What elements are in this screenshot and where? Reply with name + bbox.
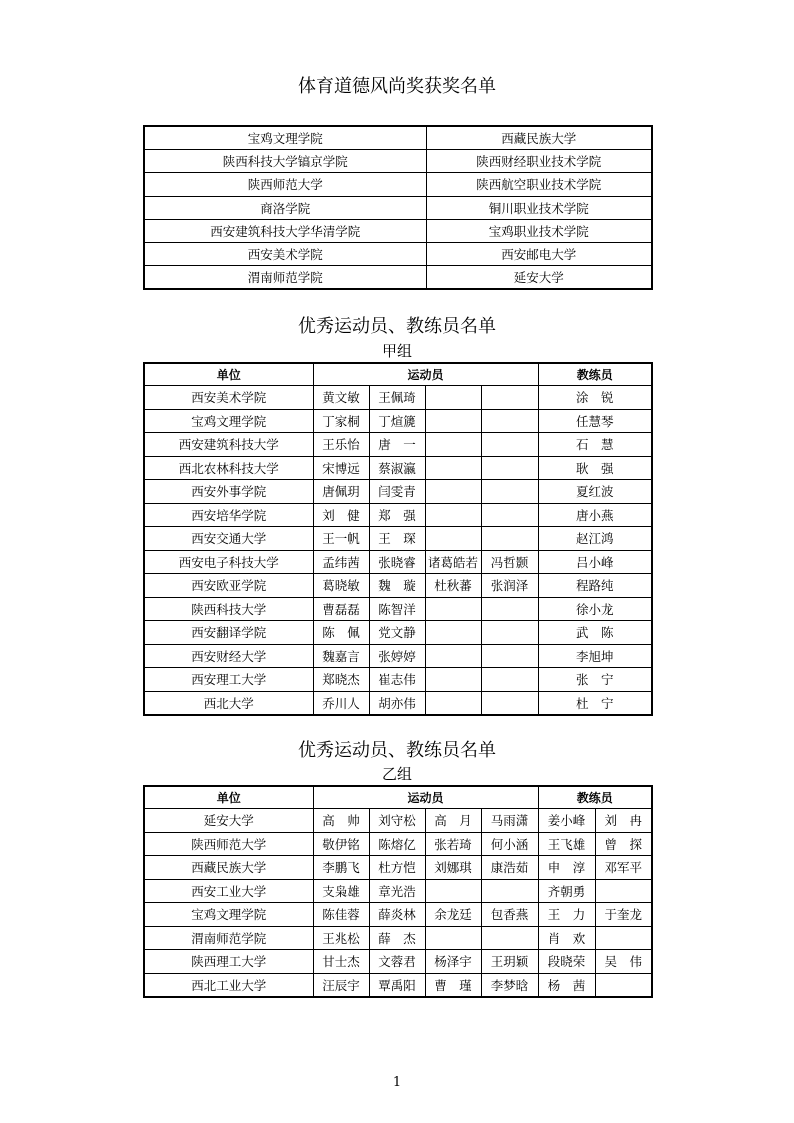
name-cell [425,456,481,480]
name-cell: 蔡淑瀛 [369,456,425,480]
name-cell: 石 慧 [538,433,652,457]
name-cell [481,456,538,480]
name-cell: 余龙廷 [425,903,481,927]
unit-cell: 商洛学院 [144,196,426,219]
table-row [144,832,652,856]
name-cell: 乔川人 [313,691,369,715]
name-cell: 张晓睿 [369,550,425,574]
name-cell: 刘 健 [313,503,369,527]
name-cell: 申 淳 [538,856,595,880]
unit-cell: 西安财经大学 [144,644,313,668]
name-cell: 康浩茹 [481,856,538,880]
name-cell: 冯哲颢 [481,550,538,574]
name-cell [595,973,652,997]
name-cell: 汪辰宇 [313,973,369,997]
header-athletes: 运动员 [313,786,538,809]
unit-cell: 陕西科技大学镐京学院 [144,150,426,173]
name-cell [425,597,481,621]
unit-cell: 渭南师范学院 [144,266,426,290]
name-cell: 王佩琦 [369,386,425,410]
unit-cell: 延安大学 [144,809,313,833]
unit-cell: 西藏民族大学 [144,856,313,880]
name-cell [481,527,538,551]
table-row [144,973,652,997]
table-row [144,386,652,410]
table-row [144,879,652,903]
name-cell: 宋博远 [313,456,369,480]
name-cell [481,386,538,410]
name-cell: 敬伊铭 [313,832,369,856]
name-cell: 宝鸡职业技术学院 [426,219,652,242]
table-row [144,691,652,715]
unit-cell: 陕西师范大学 [144,832,313,856]
name-cell: 刘 冉 [595,809,652,833]
name-cell [425,527,481,551]
name-cell [595,926,652,950]
unit-cell: 西北大学 [144,691,313,715]
name-cell: 铜川职业技术学院 [426,196,652,219]
name-cell: 王 力 [538,903,595,927]
group-a-label: 甲组 [381,342,412,360]
name-cell: 王乐怡 [313,433,369,457]
name-cell: 包香燕 [481,903,538,927]
name-cell: 杜秋蕃 [425,574,481,598]
name-cell: 魏嘉言 [313,644,369,668]
unit-cell: 西安翻译学院 [144,621,313,645]
name-cell: 吕小峰 [538,550,652,574]
name-cell: 唐佩玥 [313,480,369,504]
name-cell: 李旭坤 [538,644,652,668]
name-cell: 武 陈 [538,621,652,645]
name-cell [425,879,481,903]
name-cell: 支枭雄 [313,879,369,903]
name-cell: 党文静 [369,621,425,645]
name-cell: 孟纬茜 [313,550,369,574]
header-athletes: 运动员 [313,363,538,386]
name-cell: 陈 佩 [313,621,369,645]
group-b-title: 优秀运动员、教练员名单 [298,740,496,761]
name-cell: 李梦晗 [481,973,538,997]
name-cell [481,879,538,903]
name-cell: 杨泽宇 [425,950,481,974]
name-cell: 张婷婷 [369,644,425,668]
name-cell: 崔志伟 [369,668,425,692]
name-cell [595,879,652,903]
name-cell [425,644,481,668]
unit-cell: 陕西师范大学 [144,173,426,196]
name-cell: 唐小燕 [538,503,652,527]
name-cell: 葛晓敏 [313,574,369,598]
name-cell: 诸葛皓若 [425,550,481,574]
unit-cell: 西安美术学院 [144,242,426,265]
name-cell: 胡亦伟 [369,691,425,715]
header-unit: 单位 [144,363,313,386]
group-b-table [143,785,653,998]
group-a-table [143,362,653,716]
name-cell [425,386,481,410]
name-cell: 薛炎林 [369,903,425,927]
name-cell: 何小涵 [481,832,538,856]
table-row [144,550,652,574]
name-cell: 高 帅 [313,809,369,833]
header-coaches: 教练员 [538,786,652,809]
name-cell: 李鹏飞 [313,856,369,880]
name-cell [481,621,538,645]
table-row [144,456,652,480]
unit-cell: 宝鸡文理学院 [144,409,313,433]
name-cell: 张若琦 [425,832,481,856]
table-row [144,150,652,173]
name-cell: 黄文敏 [313,386,369,410]
unit-cell: 西安培华学院 [144,503,313,527]
unit-cell: 西北工业大学 [144,973,313,997]
table-row [144,527,652,551]
name-cell: 西安邮电大学 [426,242,652,265]
name-cell: 陈熔亿 [369,832,425,856]
unit-cell: 西安工业大学 [144,879,313,903]
table-row [144,409,652,433]
sportsmanship-award-table [143,125,653,290]
name-cell [425,480,481,504]
table-row [144,173,652,196]
name-cell: 曹 瑾 [425,973,481,997]
name-cell [425,668,481,692]
header-unit: 单位 [144,786,313,809]
unit-cell: 陕西理工大学 [144,950,313,974]
name-cell: 张润泽 [481,574,538,598]
name-cell: 王一帆 [313,527,369,551]
name-cell [481,433,538,457]
unit-cell: 西安建筑科技大学华清学院 [144,219,426,242]
name-cell: 王 琛 [369,527,425,551]
name-cell: 曹磊磊 [313,597,369,621]
name-cell: 徐小龙 [538,597,652,621]
name-cell: 刘守松 [369,809,425,833]
name-cell: 段晓荣 [538,950,595,974]
name-cell [425,409,481,433]
name-cell: 文蓉君 [369,950,425,974]
table-row [144,219,652,242]
table-row [144,903,652,927]
name-cell: 魏 璇 [369,574,425,598]
name-cell: 夏红波 [538,480,652,504]
name-cell: 高 月 [425,809,481,833]
name-cell [481,597,538,621]
name-cell: 邓军平 [595,856,652,880]
unit-cell: 西安建筑科技大学 [144,433,313,457]
unit-cell: 西安美术学院 [144,386,313,410]
name-cell: 郑晓杰 [313,668,369,692]
name-cell: 于奎龙 [595,903,652,927]
name-cell [481,668,538,692]
name-cell: 吴 伟 [595,950,652,974]
name-cell [481,409,538,433]
name-cell [481,926,538,950]
unit-cell: 陕西科技大学 [144,597,313,621]
name-cell: 陈佳蓉 [313,903,369,927]
name-cell: 程路纯 [538,574,652,598]
table-row [144,809,652,833]
name-cell: 杜方恺 [369,856,425,880]
name-cell: 王兆松 [313,926,369,950]
name-cell: 丁煊篪 [369,409,425,433]
award-title: 体育道德风尚奖获奖名单 [298,76,496,97]
name-cell [425,503,481,527]
table-row [144,480,652,504]
table-row [144,950,652,974]
table-row [144,926,652,950]
name-cell: 王飞雄 [538,832,595,856]
name-cell: 闫雯青 [369,480,425,504]
name-cell: 齐朝勇 [538,879,595,903]
name-cell: 耿 强 [538,456,652,480]
table-row [144,574,652,598]
table-row [144,242,652,265]
name-cell [425,621,481,645]
name-cell [425,926,481,950]
name-cell: 赵江鸿 [538,527,652,551]
table-row [144,126,652,150]
unit-cell: 西安电子科技大学 [144,550,313,574]
name-cell [425,691,481,715]
name-cell: 姜小峰 [538,809,595,833]
name-cell: 杨 茜 [538,973,595,997]
page-number: 1 [392,1075,402,1090]
name-cell [481,480,538,504]
name-cell: 章光浩 [369,879,425,903]
name-cell [425,433,481,457]
group-a-title: 优秀运动员、教练员名单 [298,316,496,337]
name-cell: 丁家桐 [313,409,369,433]
table-row [144,597,652,621]
name-cell: 陕西航空职业技术学院 [426,173,652,196]
unit-cell: 西安理工大学 [144,668,313,692]
table-row [144,856,652,880]
unit-cell: 西北农林科技大学 [144,456,313,480]
table-row [144,266,652,290]
name-cell: 甘士杰 [313,950,369,974]
unit-cell: 渭南师范学院 [144,926,313,950]
table-row [144,196,652,219]
header-coaches: 教练员 [538,363,652,386]
name-cell: 延安大学 [426,266,652,290]
name-cell: 陕西财经职业技术学院 [426,150,652,173]
name-cell: 曾 探 [595,832,652,856]
name-cell: 王玥颖 [481,950,538,974]
name-cell: 西藏民族大学 [426,126,652,150]
table-row [144,621,652,645]
name-cell: 郑 强 [369,503,425,527]
table-row [144,668,652,692]
name-cell [481,691,538,715]
name-cell: 刘娜琪 [425,856,481,880]
unit-cell: 宝鸡文理学院 [144,903,313,927]
table-row [144,503,652,527]
name-cell: 涂 锐 [538,386,652,410]
group-b-label: 乙组 [381,765,412,783]
name-cell: 陈智洋 [369,597,425,621]
name-cell: 覃禹阳 [369,973,425,997]
name-cell [481,503,538,527]
unit-cell: 宝鸡文理学院 [144,126,426,150]
unit-cell: 西安欧亚学院 [144,574,313,598]
name-cell: 薛 杰 [369,926,425,950]
name-cell: 唐 一 [369,433,425,457]
name-cell [481,644,538,668]
name-cell: 肖 欢 [538,926,595,950]
unit-cell: 西安交通大学 [144,527,313,551]
unit-cell: 西安外事学院 [144,480,313,504]
table-row [144,433,652,457]
name-cell: 张 宁 [538,668,652,692]
name-cell: 马雨潇 [481,809,538,833]
name-cell: 杜 宁 [538,691,652,715]
name-cell: 任慧琴 [538,409,652,433]
table-row [144,644,652,668]
